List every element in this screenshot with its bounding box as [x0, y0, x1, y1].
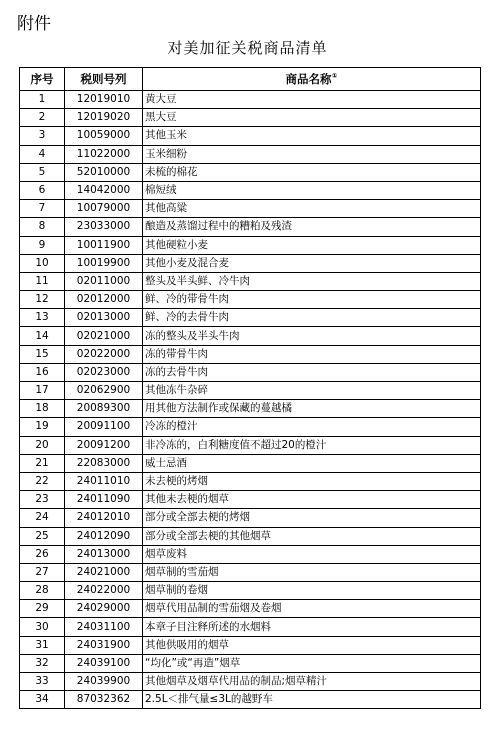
- cell-name: 烟草废料: [143, 545, 481, 563]
- cell-code: 14042000: [65, 181, 143, 199]
- cell-index: 21: [20, 454, 65, 472]
- table-row: [20, 509, 481, 527]
- table-row: [20, 691, 481, 709]
- cell-name: 未去梗的烤烟: [143, 472, 481, 490]
- table-row: [20, 545, 481, 563]
- cell-index: 7: [20, 200, 65, 218]
- cell-name: 其他硬粒小麦: [143, 236, 481, 254]
- cell-index: 17: [20, 382, 65, 400]
- cell-name: 烟草代用品制的雪茄烟及卷烟: [143, 600, 481, 618]
- cell-code: 02062900: [65, 382, 143, 400]
- cell-name: 冻的整头及半头牛肉: [143, 327, 481, 345]
- cell-name: 其他冻牛杂碎: [143, 382, 481, 400]
- cell-index: 27: [20, 563, 65, 581]
- cell-code: 24011090: [65, 491, 143, 509]
- cell-code: 24031100: [65, 618, 143, 636]
- cell-index: 16: [20, 363, 65, 381]
- cell-name: 非冷冻的，白利糖度值不超过20的橙汁: [143, 436, 481, 454]
- cell-name: 冻的去骨牛肉: [143, 363, 481, 381]
- table-row: [20, 618, 481, 636]
- cell-index: 4: [20, 145, 65, 163]
- table-row: [20, 145, 481, 163]
- cell-name: 其他高粱: [143, 200, 481, 218]
- table-row: [20, 127, 481, 145]
- cell-name: “均化”或“再造”烟草: [143, 654, 481, 672]
- table-row: [20, 91, 481, 109]
- cell-name: 黑大豆: [143, 109, 481, 127]
- header-code: 税则号列: [65, 68, 143, 91]
- cell-index: 9: [20, 236, 65, 254]
- cell-name: 2.5L＜排气量≤3L的越野车: [143, 691, 481, 709]
- tariff-table: [19, 67, 481, 709]
- cell-code: 12019010: [65, 91, 143, 109]
- cell-index: 12: [20, 291, 65, 309]
- cell-code: 12019020: [65, 109, 143, 127]
- cell-name: 威士忌酒: [143, 454, 481, 472]
- table-row: [20, 218, 481, 236]
- table-row: [20, 400, 481, 418]
- table-row: [20, 181, 481, 199]
- cell-name: 黄大豆: [143, 91, 481, 109]
- cell-index: 33: [20, 673, 65, 691]
- header-name: [143, 68, 481, 91]
- table-row: [20, 454, 481, 472]
- cell-code: 10019900: [65, 254, 143, 272]
- cell-code: 20091200: [65, 436, 143, 454]
- cell-index: 11: [20, 272, 65, 290]
- cell-code: 02013000: [65, 309, 143, 327]
- attachment-label: 附件: [17, 14, 51, 34]
- cell-code: 10059000: [65, 127, 143, 145]
- table-row: [20, 272, 481, 290]
- header-name-label: 商品名称: [285, 71, 332, 86]
- cell-name: 整头及半头鲜、冷牛肉: [143, 272, 481, 290]
- cell-code: 10079000: [65, 200, 143, 218]
- header-index: 序号: [20, 68, 65, 91]
- table-row: [20, 600, 481, 618]
- cell-code: 22083000: [65, 454, 143, 472]
- cell-code: 24039100: [65, 654, 143, 672]
- cell-index: 20: [20, 436, 65, 454]
- cell-name: 烟草制的卷烟: [143, 582, 481, 600]
- cell-name: 其他烟草及烟草代用品的制品;烟草精汁: [143, 673, 481, 691]
- cell-index: 29: [20, 600, 65, 618]
- cell-name: 其他小麦及混合麦: [143, 254, 481, 272]
- cell-index: 3: [20, 127, 65, 145]
- table-row: [20, 582, 481, 600]
- cell-index: 10: [20, 254, 65, 272]
- cell-index: 18: [20, 400, 65, 418]
- cell-name: 烟草制的雪茄烟: [143, 563, 481, 581]
- cell-name: 用其他方法制作或保藏的蔓越橘: [143, 400, 481, 418]
- table-row: [20, 382, 481, 400]
- table-row: [20, 327, 481, 345]
- cell-code: 23033000: [65, 218, 143, 236]
- cell-name: 其他玉米: [143, 127, 481, 145]
- cell-code: 24011010: [65, 472, 143, 490]
- cell-index: 25: [20, 527, 65, 545]
- cell-name: 其他未去梗的烟草: [143, 491, 481, 509]
- table-row: [20, 636, 481, 654]
- table-header-row: [20, 68, 481, 91]
- table-row: [20, 254, 481, 272]
- cell-index: 22: [20, 472, 65, 490]
- footnote-mark: ①: [331, 71, 338, 80]
- cell-name: 其他供吸用的烟草: [143, 636, 481, 654]
- cell-name: 冻的带骨牛肉: [143, 345, 481, 363]
- cell-name: 部分或全部去梗的其他烟草: [143, 527, 481, 545]
- cell-index: 28: [20, 582, 65, 600]
- cell-code: 02012000: [65, 291, 143, 309]
- table-row: [20, 673, 481, 691]
- table-row: [20, 472, 481, 490]
- cell-name: 冷冻的橙汁: [143, 418, 481, 436]
- cell-code: 24029000: [65, 600, 143, 618]
- cell-code: 02011000: [65, 272, 143, 290]
- cell-code: 24013000: [65, 545, 143, 563]
- cell-code: 20091100: [65, 418, 143, 436]
- cell-code: 24012090: [65, 527, 143, 545]
- table-row: [20, 236, 481, 254]
- cell-index: 19: [20, 418, 65, 436]
- cell-name: 鲜、冷的带骨牛肉: [143, 291, 481, 309]
- cell-index: 30: [20, 618, 65, 636]
- cell-index: 1: [20, 91, 65, 109]
- cell-name: 玉米细粉: [143, 145, 481, 163]
- cell-name: 酿造及蒸馏过程中的糟粕及残渣: [143, 218, 481, 236]
- table-row: [20, 418, 481, 436]
- cell-index: 31: [20, 636, 65, 654]
- cell-name: 本章子目注释所述的水烟料: [143, 618, 481, 636]
- table-body: [20, 91, 481, 709]
- cell-code: 87032362: [65, 691, 143, 709]
- cell-index: 8: [20, 218, 65, 236]
- cell-code: 52010000: [65, 163, 143, 181]
- cell-code: 11022000: [65, 145, 143, 163]
- cell-name: 未梳的棉花: [143, 163, 481, 181]
- cell-index: 23: [20, 491, 65, 509]
- cell-index: 2: [20, 109, 65, 127]
- cell-code: 24012010: [65, 509, 143, 527]
- table-row: [20, 527, 481, 545]
- table-row: [20, 654, 481, 672]
- cell-code: 24022000: [65, 582, 143, 600]
- table-row: [20, 109, 481, 127]
- cell-index: 34: [20, 691, 65, 709]
- cell-index: 6: [20, 181, 65, 199]
- table-row: [20, 200, 481, 218]
- cell-code: 24021000: [65, 563, 143, 581]
- cell-name: 鲜、冷的去骨牛肉: [143, 309, 481, 327]
- cell-code: 02022000: [65, 345, 143, 363]
- cell-index: 24: [20, 509, 65, 527]
- cell-code: 24031900: [65, 636, 143, 654]
- cell-code: 02023000: [65, 363, 143, 381]
- cell-index: 26: [20, 545, 65, 563]
- cell-index: 13: [20, 309, 65, 327]
- table-row: [20, 436, 481, 454]
- cell-index: 15: [20, 345, 65, 363]
- table-row: [20, 491, 481, 509]
- cell-code: 10011900: [65, 236, 143, 254]
- table-row: [20, 163, 481, 181]
- cell-name: 棉短绒: [143, 181, 481, 199]
- cell-code: 24039900: [65, 673, 143, 691]
- cell-index: 5: [20, 163, 65, 181]
- page-title: 对美加征关税商品清单: [167, 39, 328, 57]
- table-row: [20, 291, 481, 309]
- table-row: [20, 345, 481, 363]
- cell-index: 14: [20, 327, 65, 345]
- table-row: [20, 363, 481, 381]
- cell-code: 02021000: [65, 327, 143, 345]
- cell-name: 部分或全部去梗的烤烟: [143, 509, 481, 527]
- table-row: [20, 563, 481, 581]
- table-row: [20, 309, 481, 327]
- cell-index: 32: [20, 654, 65, 672]
- cell-code: 20089300: [65, 400, 143, 418]
